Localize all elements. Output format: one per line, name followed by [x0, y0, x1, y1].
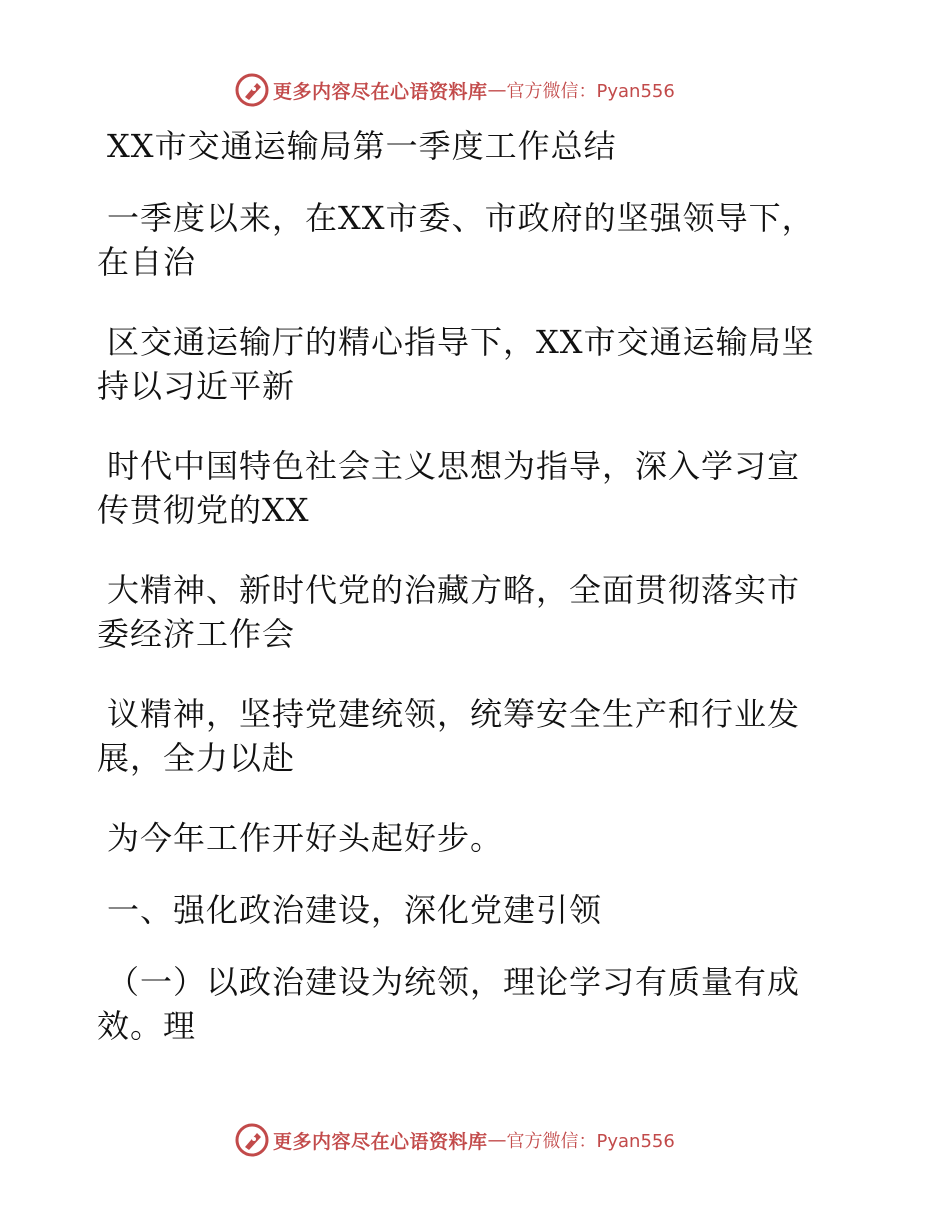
paragraph-line: 一季度以来，在XX市委、市政府的坚强领导下，: [107, 199, 815, 237]
header-banner: [235, 72, 675, 108]
footer-banner: [235, 1122, 675, 1158]
paragraph-line: 效。理: [97, 1007, 197, 1045]
paragraph-line: 传贯彻党的XX: [97, 491, 310, 529]
banner-wechat: 官方微信：Pyan556: [506, 1131, 675, 1152]
paragraph-line: 展，全力以赴: [97, 739, 296, 777]
paragraph-line: 为今年工作开好头起好步。: [107, 819, 504, 857]
section-heading: 一、强化政治建设，深化党建引领: [107, 891, 603, 929]
paragraph-line: 区交通运输厅的精心指导下，XX市交通运输局坚: [107, 323, 815, 361]
document-title: XX市交通运输局第一季度工作总结: [107, 127, 617, 165]
banner-wechat: 官方微信：Pyan556: [506, 81, 675, 102]
banner-slogan: 更多内容尽在心语资料库: [273, 1130, 488, 1153]
banner-separator: —: [487, 1129, 507, 1151]
paragraph-line: 议精神，坚持党建统领，统筹安全生产和行业发: [107, 695, 801, 733]
banner-separator: —: [487, 79, 507, 101]
subsection-heading: （一）以政治建设为统领，理论学习有质量有成: [107, 963, 801, 1001]
paragraph-line: 委经济工作会: [97, 615, 296, 653]
pen-nib-logo-icon: [235, 73, 269, 107]
pen-nib-logo-icon: [235, 1123, 269, 1157]
paragraph-line: 时代中国特色社会主义思想为指导，深入学习宣: [107, 447, 801, 485]
paragraph-line: 在自治: [97, 243, 197, 281]
document-body: [97, 124, 857, 1048]
banner-slogan: 更多内容尽在心语资料库: [273, 80, 488, 103]
paragraph-line: 持以习近平新: [97, 367, 296, 405]
paragraph-line: 大精神、新时代党的治藏方略，全面贯彻落实市: [107, 571, 801, 609]
